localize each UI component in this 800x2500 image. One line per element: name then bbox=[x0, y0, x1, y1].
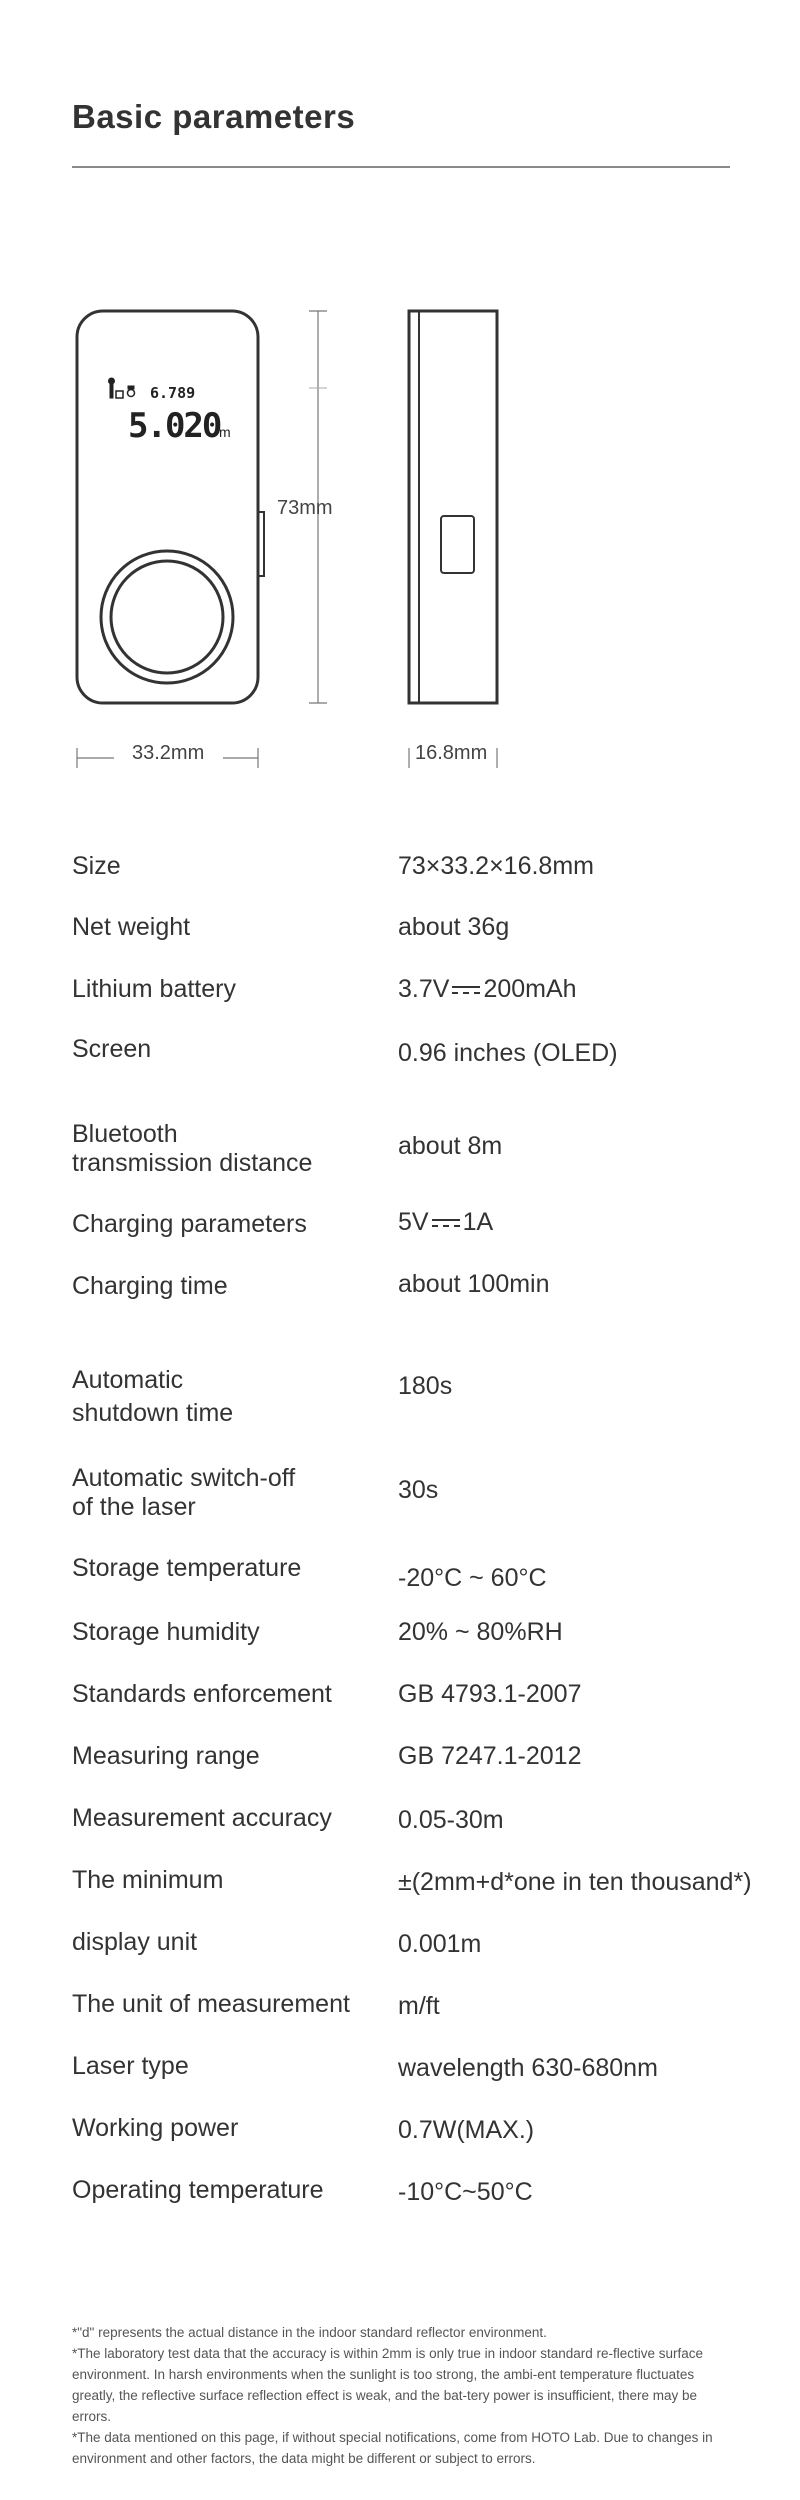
dc-symbol-icon bbox=[451, 984, 481, 996]
footnote-3: *The data mentioned on this page, if without special notifications, come from HOTO Lab. Due to changes in environment and other factors, the data might be different or subject to errors. bbox=[72, 2430, 713, 2466]
device-side-outline bbox=[409, 311, 497, 703]
footnote-2: *The laboratory test data that the accuracy is within 2mm is only true in indoor standard re-flective surface environment. In harsh environments when the sunlight is too strong, the ambi-ent temperature fluctuates greatly, the reflective surface reflection effect is weak, and the bat-tery power is insufficient, there may be errors. bbox=[72, 2346, 704, 2424]
screen-reading-small: 6.789 bbox=[150, 384, 196, 402]
footnotes bbox=[72, 2322, 732, 2469]
title-divider bbox=[72, 166, 730, 168]
side-port-icon bbox=[441, 516, 474, 573]
screen-reading-main: 5.020 bbox=[128, 406, 221, 446]
width-dimension-label: 33.2mm bbox=[132, 742, 205, 764]
screen-status-icons bbox=[109, 378, 135, 398]
height-dimension-label: 73mm bbox=[277, 497, 333, 519]
footnote-1: *"d" represents the actual distance in the indoor standard reflector environment. bbox=[72, 2325, 547, 2340]
dc-symbol-icon bbox=[431, 1217, 461, 1229]
side-button-icon bbox=[258, 512, 264, 576]
page-title: Basic parameters bbox=[72, 98, 356, 135]
product-diagram bbox=[0, 280, 800, 800]
main-button-inner bbox=[111, 561, 223, 673]
main-button-outer bbox=[101, 551, 233, 683]
screen-reading-unit: m bbox=[219, 424, 231, 440]
device-front-outline bbox=[77, 311, 258, 703]
depth-dimension-label: 16.8mm bbox=[415, 742, 488, 764]
